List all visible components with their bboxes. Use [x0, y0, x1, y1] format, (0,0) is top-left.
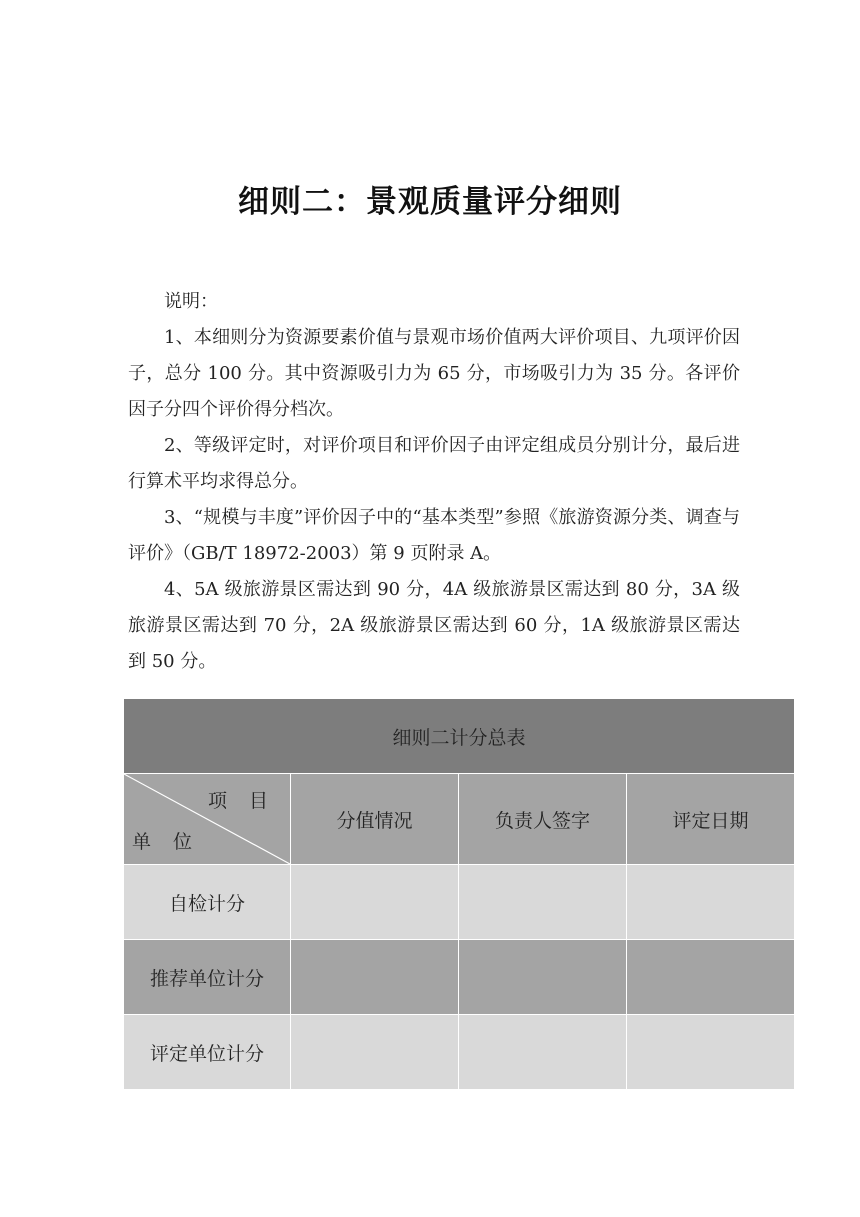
row-label: 推荐单位计分	[124, 940, 291, 1015]
score-cell[interactable]	[291, 865, 459, 940]
signature-cell[interactable]	[459, 1015, 627, 1090]
notes-section	[128, 284, 740, 680]
date-cell[interactable]	[627, 940, 795, 1015]
page-title: 细则二：景观质量评分细则	[238, 184, 622, 220]
header-signature: 负责人签字	[459, 774, 627, 865]
corner-unit-label: 单 位	[132, 831, 201, 853]
notes-label: 说明：	[164, 291, 218, 312]
note-item-4: 4、5A 级旅游景区需达到 90 分，4A 级旅游景区需达到 80 分，3A 级旅游景区需达到 70 分，2A 级旅游景区需达到 60 分，1A 级旅游景区需达到 50 分。	[128, 579, 740, 672]
signature-cell[interactable]	[459, 865, 627, 940]
date-cell[interactable]	[627, 865, 795, 940]
score-cell[interactable]	[291, 940, 459, 1015]
table-header-row	[124, 774, 795, 865]
table-caption: 细则二计分总表	[124, 699, 795, 774]
row-label: 评定单位计分	[124, 1015, 291, 1090]
row-label: 自检计分	[124, 865, 291, 940]
header-date: 评定日期	[627, 774, 795, 865]
corner-header-cell	[124, 774, 291, 865]
date-cell[interactable]	[627, 1015, 795, 1090]
score-cell[interactable]	[291, 1015, 459, 1090]
note-item-1: 1、本细则分为资源要素价值与景观市场价值两大评价项目、九项评价因子，总分 100 分。其中资源吸引力为 65 分，市场吸引力为 35 分。各评价因子分四个评价得分档次。	[128, 327, 740, 420]
table-row	[124, 1015, 795, 1090]
note-item-2: 2、等级评定时，对评价项目和评价因子由评定组成员分别计分，最后进行算术平均求得总分。	[128, 435, 740, 492]
score-summary-table	[123, 698, 795, 1090]
table-row	[124, 865, 795, 940]
header-score: 分值情况	[291, 774, 459, 865]
corner-item-label: 项 目	[207, 790, 276, 812]
signature-cell[interactable]	[459, 940, 627, 1015]
note-item-3: 3、“规模与丰度”评价因子中的“基本类型”参照《旅游资源分类、调查与评价》（GB/T 18972-2003）第 9 页附录 A。	[128, 507, 740, 564]
table-row	[124, 940, 795, 1015]
